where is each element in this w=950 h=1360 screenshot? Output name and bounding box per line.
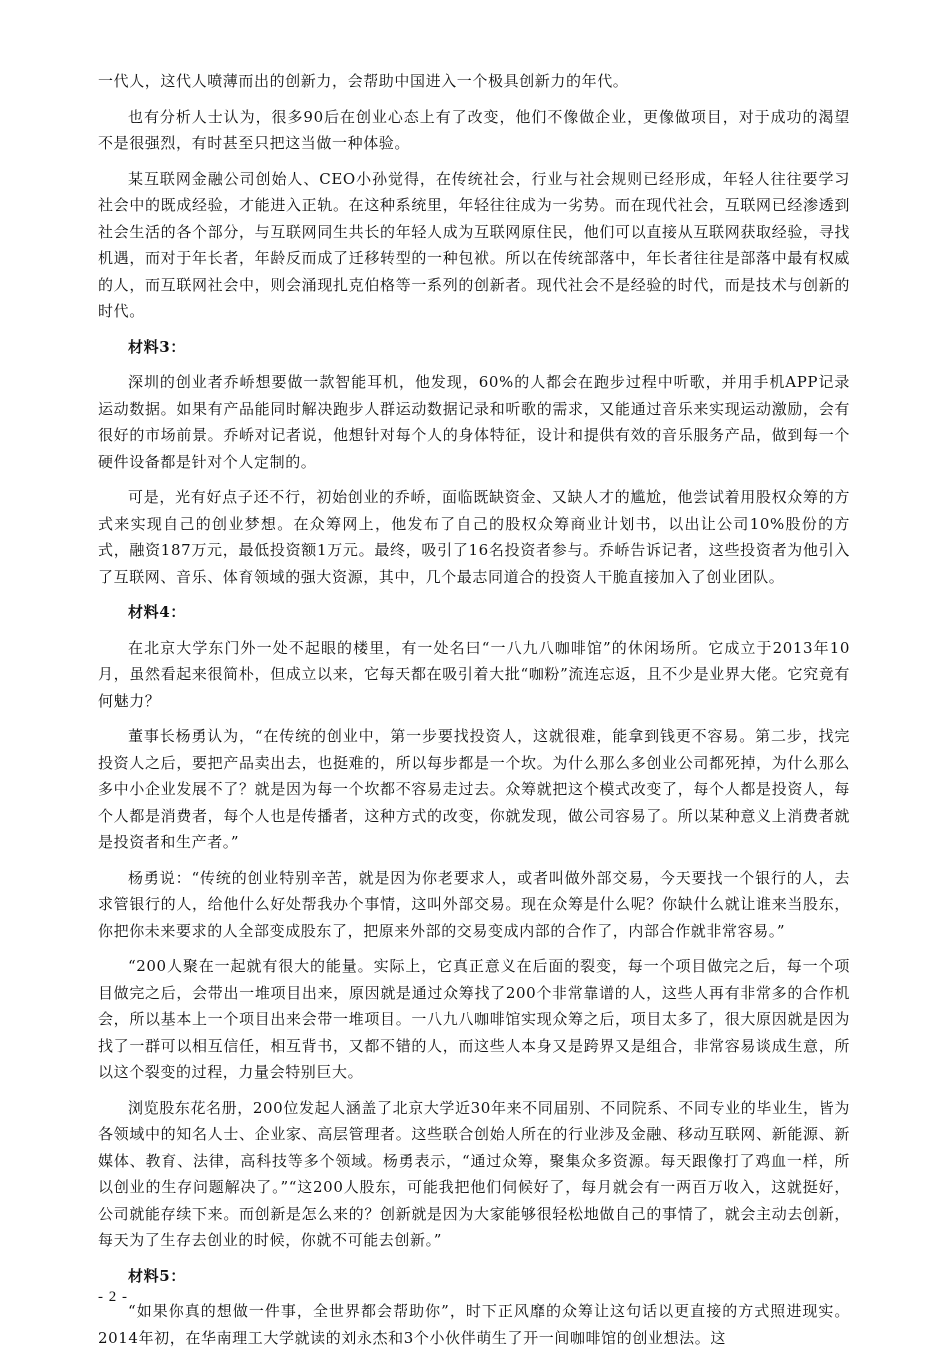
paragraph: “200人聚在一起就有很大的能量。实际上，它真正意义在后面的裂变，每一个项目做完之后，每一个项目做完之后，会带出一堆项目出来，原因就是通过众筹找了200个非常靠谱的人，这些人再有非常多的合作机会，所以基本上一个项目出来会带一堆项目。一八九八咖啡馆实现众筹之后，项目太多了，很大原因就是因为找了一群可以相互信任，相互背书，又都不错的人，而这些人本身又是跨界又是组合，非常容易谈成生意，所以这个裂变的过程，力量会特别巨大。 [98, 957, 850, 1081]
section-heading-material-3: 材料3： [128, 337, 186, 356]
paragraph: 杨勇说：“传统的创业特别辛苦，就是因为你老要求人，或者叫做外部交易，今天要找一个银行的人，去求管银行的人，给他什么好处帮我办个事情，这叫外部交易。现在众筹是什么呢？你缺什么就让谁来当股东，你把你未来要求的人全部变成股东了，把原来外部的交易变成内部的合作了，内部合作就非常容易。” [98, 868, 850, 940]
paragraph: “如果你真的想做一件事，全世界都会帮助你”，时下正风靡的众筹让这句话以更直接的方式照进现实。2014年初，在华南理工大学就读的刘永杰和3个小伙伴萌生了开一间咖啡馆的创业想法。这 [98, 1302, 850, 1347]
paragraph: 深圳的创业者乔峤想要做一款智能耳机，他发现，60%的人都会在跑步过程中听歌，并用手机APP记录运动数据。如果有产品能同时解决跑步人群运动数据记录和听歌的需求，又能通过音乐来实现运动激励，会有很好的市场前景。乔峤对记者说，他想针对每个人的身体特征，设计和提供有效的音乐服务产品，做到每一个硬件设备都是针对个人定制的。 [98, 373, 850, 471]
paragraph: 一代人，这代人喷薄而出的创新力，会帮助中国进入一个极具创新力的年代。 [98, 72, 629, 90]
paragraph: 董事长杨勇认为，“在传统的创业中，第一步要找投资人，这就很难，能拿到钱更不容易。第二步，找完投资人之后，要把产品卖出去，也挺难的，所以每步都是一个坎。为什么那么多创业公司都死掉，为什么那么多中小企业发展不了？就是因为每一个坎都不容易走过去。众筹就把这个模式改变了，每个人都是投资人，每个人都是消费者，每个人也是传播者，这种方式的改变，你就发现，做公司容易了。所以某种意义上消费者就是投资者和生产者。” [98, 727, 850, 851]
page-number: - 2 - [98, 1289, 128, 1305]
paragraph: 也有分析人士认为，很多90后在创业心态上有了改变，他们不像做企业，更像做项目，对于成功的渴望不是很强烈，有时甚至只把这当做一种体验。 [98, 107, 850, 152]
paragraph: 可是，光有好点子还不行，初始创业的乔峤，面临既缺资金、又缺人才的尴尬，他尝试着用股权众筹的方式来实现自己的创业梦想。在众筹网上，他发布了自己的股权众筹商业计划书，以出让公司10%股份的方式，融资187万元，最低投资额1万元。最终，吸引了16名投资者参与。乔峤告诉记者，这些投资者为他引入了互联网、音乐、体育领域的强大资源，其中，几个最志同道合的投资人干脆直接加入了创业团队。 [98, 488, 850, 586]
section-heading-material-5: 材料5： [128, 1266, 186, 1285]
section-heading-material-4: 材料4： [128, 603, 186, 621]
paragraph: 浏览股东花名册，200位发起人涵盖了北京大学近30年来不同届别、不同院系、不同专业的毕业生，皆为各领域中的知名人士、企业家、高层管理者。这些联合创始人所在的行业涉及金融、移动互联网、新能源、新媒体、教育、法律，高科技等多个领域。杨勇表示，“通过众筹，聚集众多资源。每天跟像打了鸡血一样，所以创业的生存问题解决了。”“这200人股东，可能我把他们伺候好了，每月就会有一两百万收入，这就挺好，公司就能存续下来。而创新是怎么来的？创新就是因为大家能够很轻松地做自己的事情了，就会主动去创新，每天为了生存去创业的时候，你就不可能去创新。” [98, 1098, 850, 1249]
paragraph: 在北京大学东门外一处不起眼的楼里，有一处名曰“一八九八咖啡馆”的休闲场所。它成立于2013年10月，虽然看起来很简朴，但成立以来，它每天都在吸引着大批“咖粉”流连忘返，且不少是业界大佬。它究竟有何魅力？ [98, 638, 850, 710]
document-body [98, 68, 850, 1360]
paragraph: 某互联网金融公司创始人、CEO小孙觉得，在传统社会，行业与社会规则已经形成，年轻人往往要学习社会中的既成经验，才能进入正轨。在这种系统里，年轻往往成为一劣势。而在现代社会，互联网已经渗透到社会生活的各个部分，与互联网同生共长的年轻人成为互联网原住民，他们可以直接从互联网获取经验，寻找机遇，而对于年长者，年龄反而成了迁移转型的一种包袱。所以在传统部落中，年长者往往是部落中最有权威的人，而互联网社会中，则会涌现扎克伯格等一系列的创新者。现代社会不是经验的时代，而是技术与创新的时代。 [98, 169, 850, 320]
